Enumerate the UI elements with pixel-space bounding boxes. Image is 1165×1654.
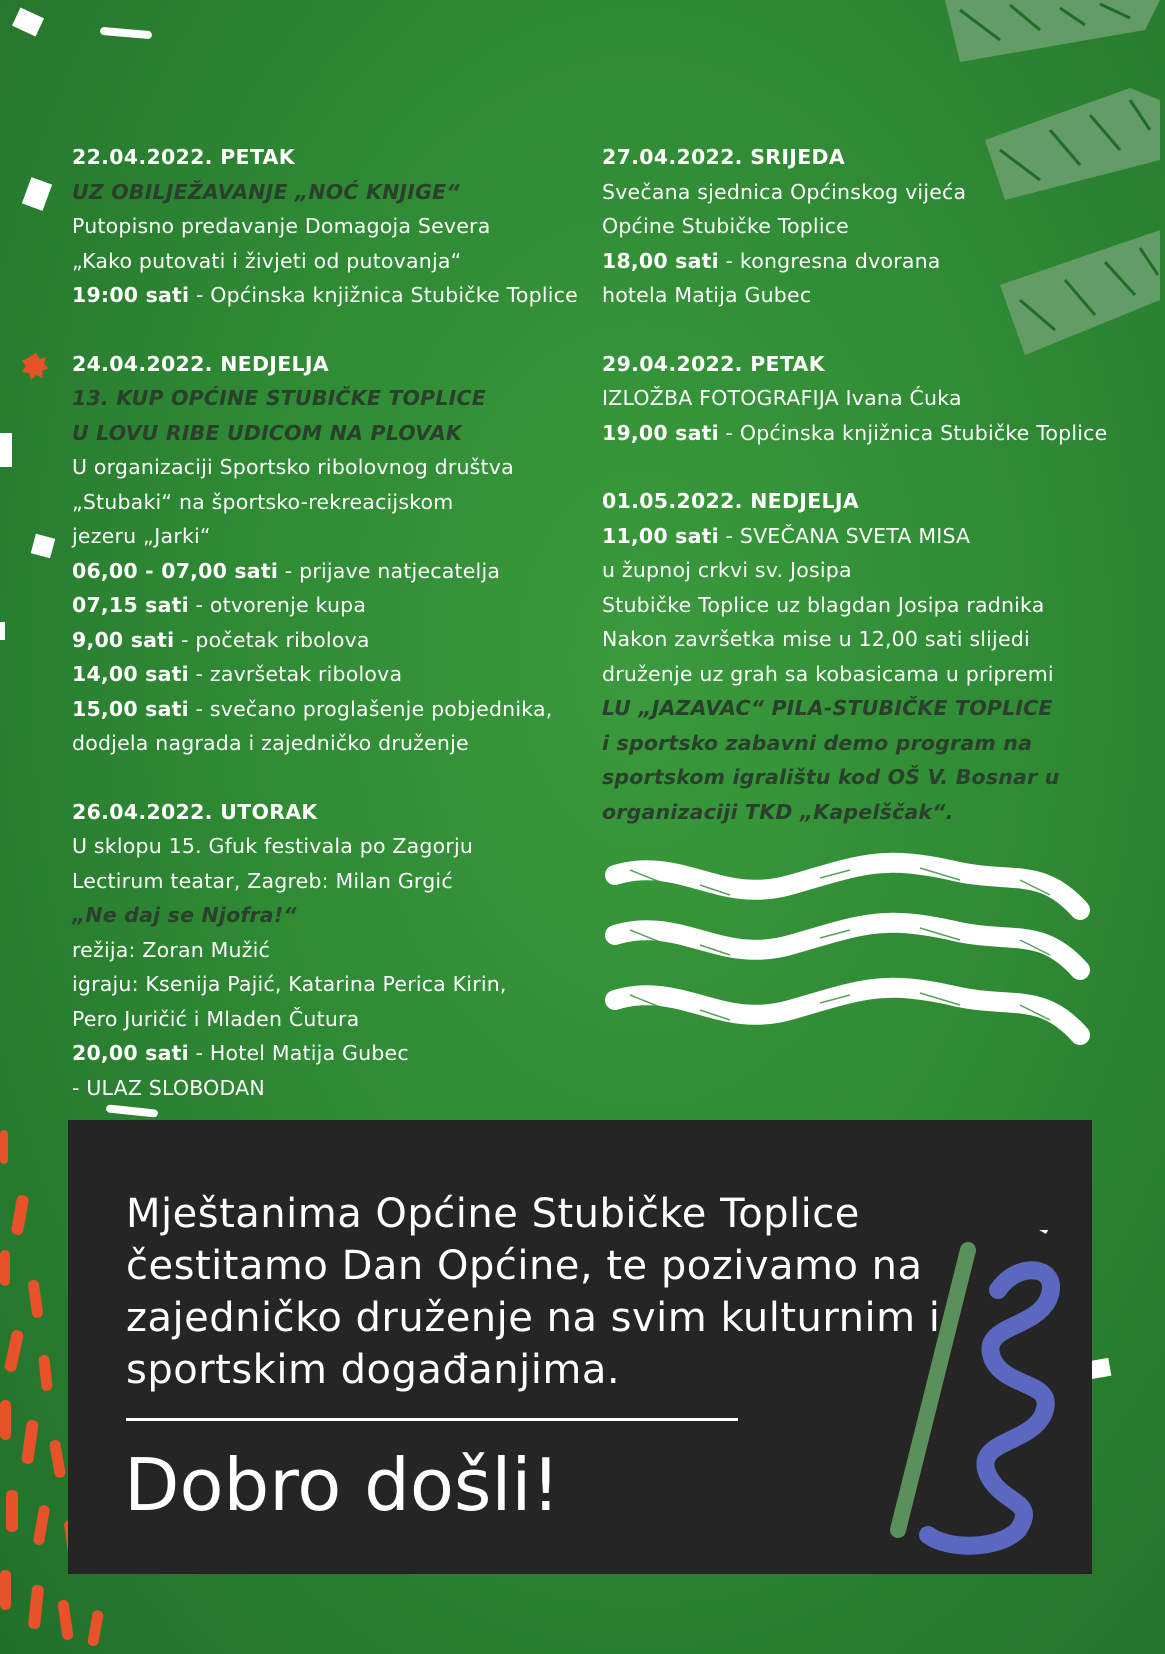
event-block bbox=[602, 140, 1122, 313]
event-text: IZLOŽBA FOTOGRAFIJA Ivana Ćuka bbox=[602, 386, 962, 410]
event-date: 22.04.2022. PETAK bbox=[72, 145, 295, 169]
event-line bbox=[72, 450, 592, 485]
event-line bbox=[72, 175, 592, 210]
event-line bbox=[72, 898, 592, 933]
event-time: 14,00 sati bbox=[72, 662, 189, 686]
welcome-panel bbox=[68, 1120, 1092, 1574]
event-text: Nakon završetka mise u 12,00 sati slijedi bbox=[602, 627, 1030, 651]
event-text: - Općinska knjižnica Stubičke Toplice bbox=[718, 420, 1108, 445]
event-text: U LOVU RIBE UDICOM NA PLOVAK bbox=[72, 420, 462, 445]
event-line bbox=[72, 933, 592, 968]
event-text: - Općinska knjižnica Stubičke Toplice bbox=[189, 283, 578, 307]
panel-message-line: čestitamo Dan Općine, te pozivamo na bbox=[126, 1243, 923, 1289]
event-line bbox=[602, 760, 1122, 795]
event-line bbox=[602, 175, 1122, 210]
event-time: 07,15 sati bbox=[72, 593, 189, 617]
waves-icon bbox=[615, 863, 1080, 1035]
event-text: organizaciji TKD „Kapelščak“. bbox=[602, 799, 954, 824]
event-text: Stubičke Toplice uz blagdan Josipa radnika bbox=[602, 592, 1045, 617]
event-line bbox=[72, 1002, 592, 1037]
event-text: - otvorenje kupa bbox=[188, 593, 367, 617]
event-line bbox=[72, 623, 592, 658]
event-line bbox=[72, 967, 592, 1002]
event-text: sportskom igralištu kod OŠ V. Bosnar u bbox=[602, 765, 1060, 789]
event-line bbox=[602, 726, 1122, 761]
event-line bbox=[72, 519, 592, 554]
event-line bbox=[602, 553, 1122, 588]
event-line bbox=[72, 726, 592, 761]
event-line bbox=[602, 381, 1122, 416]
event-line bbox=[72, 416, 592, 451]
event-time: 19,00 sati bbox=[602, 420, 719, 445]
event-text: jezeru „Jarki“ bbox=[72, 524, 211, 548]
event-line bbox=[72, 1071, 592, 1106]
event-text: druženje uz grah sa kobasicama u pripremi bbox=[602, 661, 1054, 686]
event-text: - ULAZ SLOBODAN bbox=[72, 1075, 265, 1100]
event-line bbox=[72, 554, 592, 589]
event-text: u župnoj crkvi sv. Josipa bbox=[602, 558, 852, 582]
event-text: Općine Stubičke Toplice bbox=[602, 214, 849, 238]
event-time: 06,00 - 07,00 sati bbox=[72, 558, 279, 583]
event-line bbox=[72, 864, 592, 899]
event-text: - SVEČANA SVETA MISA bbox=[718, 523, 971, 548]
event-text: hotela Matija Gubec bbox=[602, 283, 812, 307]
event-text: „Stubaki“ na športsko-rekreacijskom bbox=[72, 489, 454, 514]
event-text: Svečana sjednica Općinskog vijeća bbox=[602, 179, 967, 204]
event-text: Putopisno predavanje Domagoja Severa bbox=[72, 214, 491, 238]
event-date: 01.05.2022. NEDJELJA bbox=[602, 489, 859, 513]
event-text: - kongresna dvorana bbox=[718, 248, 941, 273]
panel-message-line: Mještanima Općine Stubičke Toplice bbox=[126, 1191, 860, 1237]
event-line bbox=[72, 244, 592, 279]
squiggle-icon bbox=[868, 1230, 1108, 1560]
event-line bbox=[602, 244, 1122, 279]
event-block bbox=[72, 795, 592, 1106]
event-line bbox=[72, 692, 592, 727]
event-text: Pero Juričić i Mladen Čutura bbox=[72, 1006, 360, 1031]
event-date: 29.04.2022. PETAK bbox=[602, 351, 825, 376]
event-block bbox=[602, 484, 1122, 829]
event-time: 11,00 sati bbox=[602, 523, 719, 548]
event-text: „Ne daj se Njofra!“ bbox=[72, 903, 297, 927]
event-line bbox=[72, 588, 592, 623]
event-time: 19:00 sati bbox=[72, 283, 190, 307]
event-text: - prijave natjecatelja bbox=[278, 558, 501, 583]
panel-message-line: zajedničko druženje na svim kulturnim i bbox=[126, 1295, 941, 1341]
event-text: i sportsko zabavni demo program na bbox=[602, 730, 1033, 755]
event-date: 27.04.2022. SRIJEDA bbox=[602, 145, 846, 169]
event-text: UZ OBILJEŽAVANJE „NOĆ KNJIGE“ bbox=[72, 179, 460, 204]
event-date: 24.04.2022. NEDJELJA bbox=[72, 351, 329, 376]
event-line bbox=[72, 657, 592, 692]
event-text: Lectirum teatar, Zagreb: Milan Grgić bbox=[72, 868, 453, 893]
event-block bbox=[602, 347, 1122, 451]
right-column bbox=[602, 140, 1122, 863]
event-text: 13. KUP OPĆINE STUBIČKE TOPLICE bbox=[72, 386, 486, 410]
left-column bbox=[72, 140, 592, 1139]
event-time: 18,00 sati bbox=[602, 248, 719, 273]
event-text: dodjela nagrada i zajedničko druženje bbox=[72, 731, 469, 755]
event-line bbox=[602, 278, 1122, 313]
event-text: igraju: Ksenija Pajić, Katarina Perica Kirin, bbox=[72, 972, 507, 996]
event-line bbox=[602, 416, 1122, 451]
event-line bbox=[602, 622, 1122, 657]
panel-divider bbox=[126, 1418, 738, 1421]
event-time: 20,00 sati bbox=[72, 1041, 189, 1065]
event-line bbox=[72, 1036, 592, 1071]
event-line bbox=[602, 657, 1122, 692]
event-line bbox=[602, 588, 1122, 623]
event-line bbox=[72, 209, 592, 244]
event-line bbox=[602, 519, 1122, 554]
event-line bbox=[72, 278, 592, 313]
panel-message-line: sportskim događanjima. bbox=[126, 1347, 621, 1393]
confetti-icon bbox=[12, 7, 44, 36]
event-date: 26.04.2022. UTORAK bbox=[72, 799, 318, 824]
event-line bbox=[72, 381, 592, 416]
event-text: LU „JAZAVAC“ PILA-STUBIČKE TOPLICE bbox=[602, 696, 1053, 720]
event-text: - završetak ribolova bbox=[188, 662, 403, 686]
event-time: 9,00 sati bbox=[72, 627, 175, 652]
panel-message bbox=[126, 1188, 946, 1396]
event-line bbox=[602, 795, 1122, 830]
event-line bbox=[602, 209, 1122, 244]
event-line bbox=[72, 829, 592, 864]
event-text: U sklopu 15. Gfuk festivala po Zagorju bbox=[72, 834, 474, 858]
event-block bbox=[72, 140, 592, 313]
event-time: 15,00 sati bbox=[72, 696, 189, 721]
event-text: - svečano proglašenje pobjednika, bbox=[188, 696, 553, 721]
event-line bbox=[602, 691, 1122, 726]
event-block bbox=[72, 347, 592, 761]
event-text: - početak ribolova bbox=[174, 627, 370, 652]
event-text: „Kako putovati i živjeti od putovanja“ bbox=[72, 248, 462, 273]
event-text: - Hotel Matija Gubec bbox=[188, 1041, 409, 1065]
welcome-heading: Dobro došli! bbox=[124, 1443, 561, 1527]
event-text: U organizaciji Sportsko ribolovnog društva bbox=[72, 455, 514, 479]
event-line bbox=[72, 485, 592, 520]
event-text: režija: Zoran Mužić bbox=[72, 937, 271, 962]
